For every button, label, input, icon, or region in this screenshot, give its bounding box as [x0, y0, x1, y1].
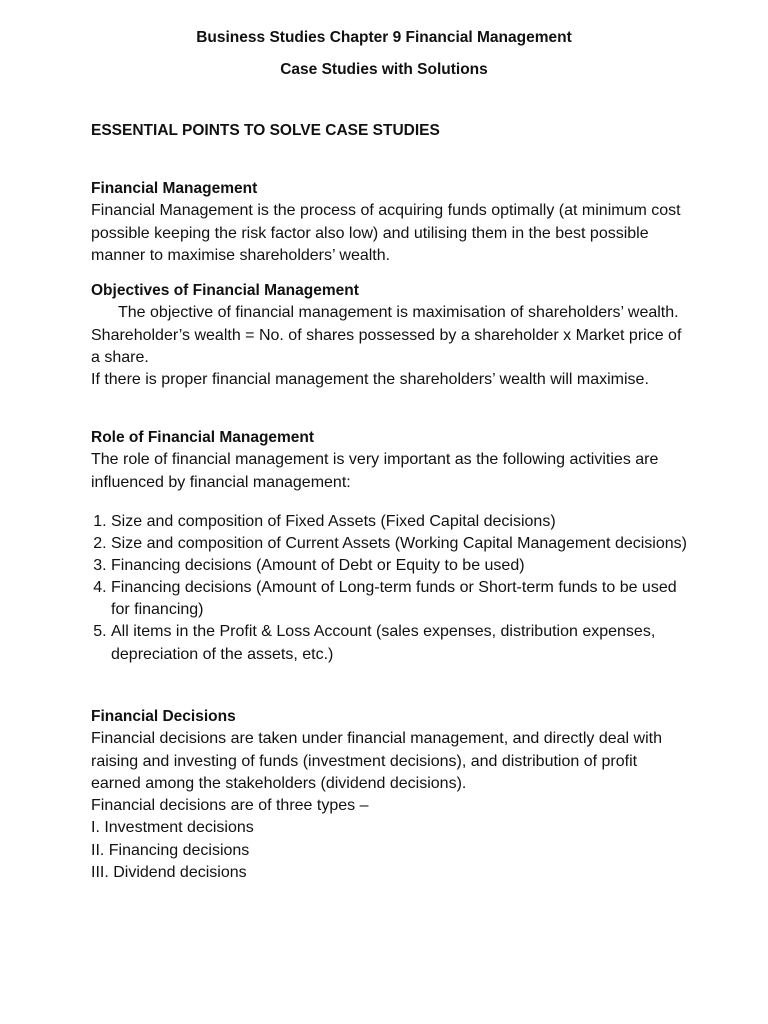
financial-decisions-section [91, 706, 691, 884]
objectives-section [91, 280, 691, 391]
financial-decisions-heading: Financial Decisions [91, 708, 236, 725]
role-list-item: 3. Financing decisions (Amount of Debt or Equity to be used) [111, 555, 691, 577]
objectives-line-1: The objective of financial management is maximisation of shareholders’ wealth. [118, 304, 679, 322]
role-list-item: 1. Size and composition of Fixed Assets (Fixed Capital decisions) [111, 511, 691, 533]
role-section [91, 427, 691, 494]
role-list [91, 511, 691, 666]
objectives-heading: Objectives of Financial Management [91, 282, 359, 299]
role-list-item: 4. Financing decisions (Amount of Long-term funds or Short-term funds to be used for financing) [111, 577, 691, 621]
role-list-item: 2. Size and composition of Current Assets (Working Capital Management decisions) [111, 533, 691, 555]
financial-decisions-body: Financial decisions are taken under financial management, and directly deal with raising and investing of funds (investment decisions), and distribution of profit earned among the stakeholders (dividend decisions). [91, 730, 662, 792]
document-title: Business Studies Chapter 9 Financial Management [196, 29, 572, 46]
role-heading: Role of Financial Management [91, 429, 315, 446]
decision-type-item: I. Investment decisions [91, 819, 254, 837]
decision-types-intro: Financial decisions are of three types – [91, 797, 369, 815]
document-subtitle: Case Studies with Solutions [280, 61, 488, 78]
objectives-line-3: If there is proper financial management the shareholders’ wealth will maximise. [91, 371, 649, 389]
financial-management-section [91, 178, 691, 267]
objectives-line-2: Shareholder’s wealth = No. of shares possessed by a shareholder x Market price of a share. [91, 326, 682, 366]
financial-management-body: Financial Management is the process of acquiring funds optimally (at minimum cost possible keeping the risk factor also low) and utilising them in the best possible manner to maximise shareholders’ wealth. [91, 202, 681, 264]
decision-type-item: II. Financing decisions [91, 841, 250, 859]
decision-type-item: III. Dividend decisions [91, 864, 247, 882]
role-list-item: 5. All items in the Profit & Loss Account (sales expenses, distribution expenses, depreciation of the assets, etc.) [111, 621, 691, 665]
role-body: The role of financial management is very important as the following activities are influenced by financial management: [91, 451, 659, 491]
essential-points-heading: ESSENTIAL POINTS TO SOLVE CASE STUDIES [91, 122, 440, 139]
financial-management-heading: Financial Management [91, 180, 258, 197]
